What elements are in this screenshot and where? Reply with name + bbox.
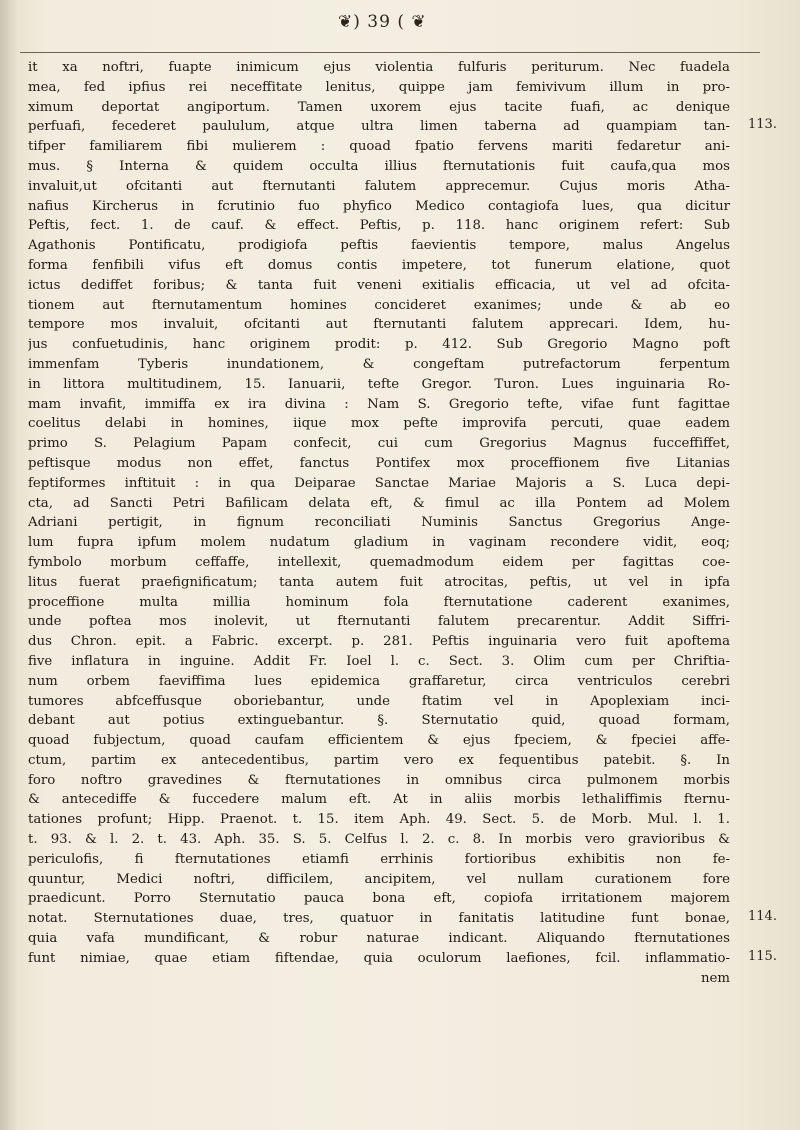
text-line: tionem aut fternutamentum homines concideret exanimes; unde & ab eo: [28, 297, 730, 313]
text-line: praedicunt. Porro Sternutatio pauca bona eft, copiofa irritationem majorem: [28, 891, 730, 907]
text-line: tationes profunt; Hipp. Praenot. t. 15. item Aph. 49. Sect. 5. de Morb. Mul. l. 1.: [28, 812, 730, 828]
text-line: foro noftro gravedines & fternutationes in omnibus circa pulmonem morbis: [28, 772, 730, 788]
text-line: quuntur, Medici noftri, difficilem, ancipitem, vel nullam curationem fore: [28, 871, 730, 887]
text-line: five inflatura in inguine. Addit Fr. Ioel l. c. Sect. 3. Olim cum per Chriftia-: [28, 653, 730, 669]
text-line: tifper familiarem fibi mulierem : quoad fpatio fervens mariti fedaretur ani-: [28, 139, 730, 155]
text-line: nafius Kircherus in fcrutinio fuo phyfico Medico contagiofa lues, qua dicitur: [28, 198, 730, 214]
header-rule: [20, 52, 760, 53]
text-line: forma fenfibili vifus eft domus contis impetere, tot funerum elatione, quot: [28, 257, 730, 273]
text-line: debant aut potius extinguebantur. §. Sternutatio quid, quoad formam,: [28, 713, 730, 729]
text-line: Agathonis Pontificatu, prodigiofa peftis faevientis tempore, malus Angelus: [28, 238, 730, 254]
page-edge-shadow: [0, 0, 18, 1130]
text-line: proceffione multa millia hominum fola fternutatione caderent exanimes,: [28, 594, 730, 610]
text-line: it xa noftri, fuapte inimicum ejus violentia fulfuris periturum. Nec fuadela: [28, 60, 730, 75]
text-line: Adriani pertigit, in fignum reconciliati Numinis Sanctus Gregorius Ange-: [28, 515, 730, 531]
text-line: ctum, partim ex antecedentibus, partim vero ex fequentibus patebit. §. In: [28, 752, 730, 768]
text-line: peftisque modus non effet, fanctus Pontifex mox proceffionem five Litanias: [28, 455, 730, 471]
text-line: jus confuetudinis, hanc originem prodit: p. 412. Sub Gregorio Magno poft: [28, 337, 730, 353]
margin-section-number: 114.: [748, 909, 777, 925]
text-line: litus fuerat praefignificatum; tanta autem fuit atrocitas, peftis, ut vel in ipfa: [28, 574, 730, 590]
page-number-ornament: ❦) 39 ( ❦: [338, 12, 427, 32]
page-header: [20, 10, 780, 54]
text-line: nem: [700, 970, 730, 986]
text-line: immenfam Tyberis inundationem, & congeftam putrefactorum ferpentum: [28, 356, 730, 372]
text-line: num orbem faeviffima lues epidemica graffaretur, circa ventriculos cerebri: [28, 673, 730, 689]
text-line: ximum deportat angiportum. Tamen uxorem ejus tacite fuafi, ac denique: [28, 99, 730, 115]
body-text: [28, 58, 730, 988]
margin-section-number: 115.: [748, 949, 777, 964]
text-line: t. 93. & l. 2. t. 43. Aph. 35. S. 5. Celfus l. 2. c. 8. In morbis vero gravioribus &: [28, 832, 730, 848]
text-line: invaluit,ut ofcitanti aut fternutanti falutem apprecemur. Cujus moris Atha-: [28, 178, 730, 194]
text-line: dus Chron. epit. a Fabric. excerpt. p. 281. Peftis inguinaria vero fuit apoftema: [28, 634, 730, 650]
text-line: coelitus delabi in homines, iique mox pefte improvifa percuti, quae eadem: [28, 416, 730, 432]
text-line: mea, fed ipfius rei neceffitate lenitus, quippe jam femivivum illum in pro-: [28, 79, 730, 95]
text-line: notat. Sternutationes duae, tres, quatuor in fanitatis latitudine funt bonae,: [28, 911, 730, 927]
margin-section-number: 113.: [748, 117, 777, 133]
text-line: in littora multitudinem, 15. Ianuarii, tefte Gregor. Turon. Lues inguinaria Ro-: [28, 376, 730, 392]
text-line: fymbolo morbum ceffaffe, intellexit, quemadmodum eidem per fagittas coe-: [28, 554, 730, 570]
text-line: Peftis, fect. 1. de cauf. & effect. Peftis, p. 118. hanc originem refert: Sub: [28, 218, 730, 234]
text-line: periculofis, fi fternutationes etiamfi errhinis fortioribus exhibitis non fe-: [28, 851, 730, 867]
text-line: tumores abfceffusque oboriebantur, unde ftatim vel in Apoplexiam inci-: [28, 693, 730, 709]
text-line: mam invafit, immiffa ex ira divina : Nam S. Gregorio tefte, vifae funt fagittae: [28, 396, 730, 412]
text-line: ictus dediffet foribus; & tanta fuit veneni exitialis efficacia, ut vel ad ofcita-: [28, 277, 730, 293]
text-line: unde poftea mos inolevit, ut fternutanti falutem precarentur. Addit Siffri-: [28, 614, 730, 630]
text-line: tempore mos invaluit, ofcitanti aut fternutanti falutem apprecari. Idem, hu-: [28, 317, 730, 333]
text-line: primo S. Pelagium Papam confecit, cui cum Gregorius Magnus fucceffiffet,: [28, 436, 730, 452]
text-line: perfuafi, fecederet paululum, atque ultra limen taberna ad quampiam tan-: [28, 119, 730, 135]
text-line: quia vafa mundificant, & robur naturae indicant. Aliquando fternutationes: [28, 931, 730, 947]
text-line: cta, ad Sancti Petri Bafilicam delata eft, & fimul ac illa Pontem ad Molem: [28, 495, 730, 511]
text-line: lum fupra ipfum molem nudatum gladium in vaginam recondere vidit, eoq;: [28, 535, 730, 551]
text-line: & antecediffe & fuccedere malum eft. At in aliis morbis lethaliffimis fternu-: [28, 792, 730, 808]
text-line: feptiformes inftituit : in qua Deiparae Sanctae Mariae Majoris a S. Luca depi-: [28, 475, 730, 491]
text-line: quoad fubjectum, quoad caufam efficientem & ejus fpeciem, & fpeciei affe-: [28, 733, 730, 749]
text-line: funt nimiae, quae etiam fiftendae, quia oculorum laefiones, fcil. inflammatio-: [28, 950, 730, 966]
text-line: mus. § Interna & quidem occulta illius fternutationis fuit caufa,qua mos: [28, 158, 730, 174]
